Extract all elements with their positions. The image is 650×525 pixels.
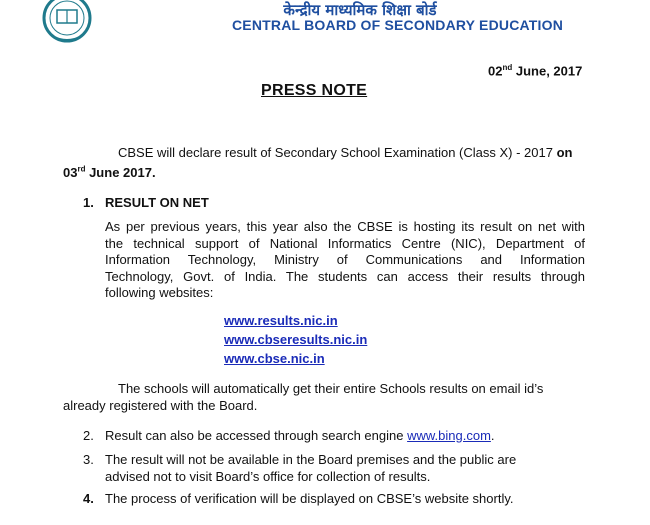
section-heading-result-on-net: 1. RESULT ON NET: [83, 195, 209, 210]
schools-note: The schools will automatically get their entire Schools results on email id’s already registered with the Board.: [63, 381, 544, 413]
link-results-nic[interactable]: www.results.nic.in: [224, 313, 338, 328]
list-item-verification: 4. The process of verification will be displayed on CBSE’s website shortly.: [83, 491, 514, 506]
page-title: PRESS NOTE: [261, 82, 368, 99]
list-item-bing: 2. Result can also be accessed through search engine www.bing.com.: [83, 428, 495, 443]
link-cbseresults-nic[interactable]: www.cbseresults.nic.in: [224, 332, 368, 347]
link-cbse-nic[interactable]: www.cbse.nic.in: [224, 351, 325, 366]
link-bing[interactable]: www.bing.com: [407, 428, 491, 443]
intro-paragraph: CBSE will declare result of Secondary School Examination (Class X) - 2017 on 03rd June 2017.: [63, 145, 573, 180]
result-on-net-paragraph: As per previous years, this year also the CBSE is hosting its result on net with the technical support of National Informatics Centre (NIC), Department of Information Technology, Ministry of Communications and Information Technology, Govt. of India. The students can access their results through following websites:: [105, 219, 585, 300]
press-note-date: 02nd June, 2017: [488, 63, 583, 79]
list-item-premises: 3. The result will not be available in the Board premises and the public are advised not to visit Board’s office for collection of results.: [83, 452, 517, 484]
hindi-title: केन्द्रीय माध्यमिक शिक्षा बोर्ड: [283, 1, 437, 19]
org-name: CENTRAL BOARD OF SECONDARY EDUCATION: [232, 17, 564, 33]
